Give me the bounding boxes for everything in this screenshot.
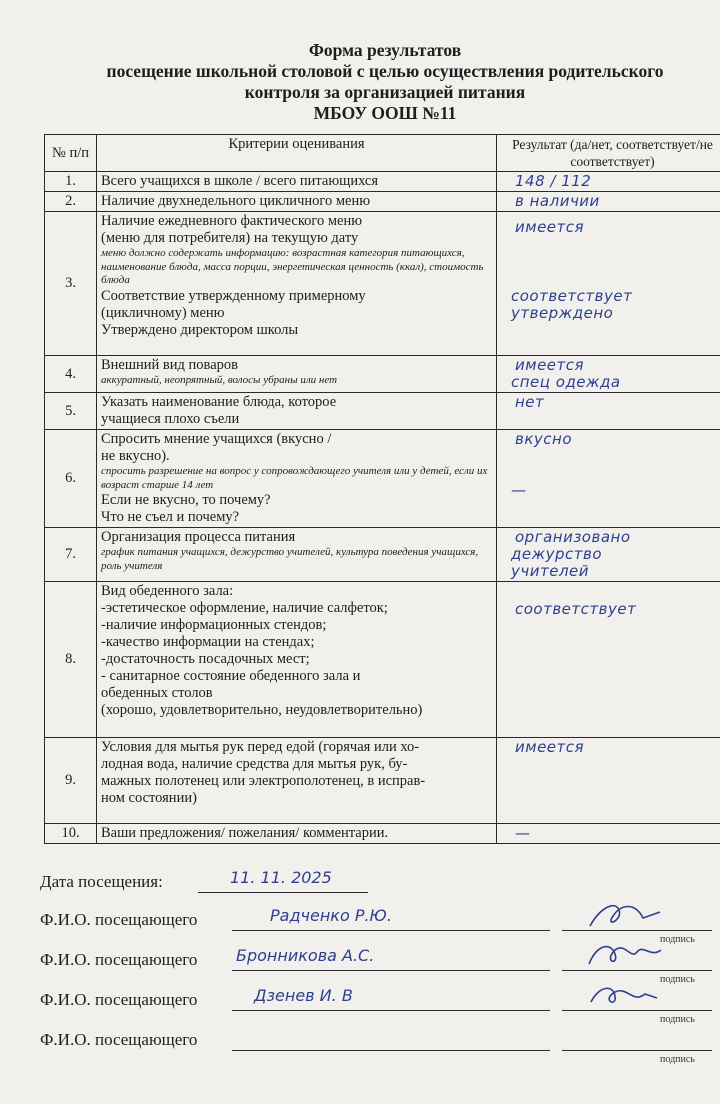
criteria-line: не вкусно). [101, 448, 170, 464]
criteria-note: меню должно содержать информацию: возрастная категория питающихся, наименование блюда, масса порции, энергетическая ценность (ккал), стоимость блюда [101, 247, 484, 286]
table-row [45, 356, 720, 393]
table-row [45, 738, 720, 824]
row-criteria [97, 172, 497, 192]
criteria-line: -качество информации на стендах; [101, 634, 315, 650]
row-criteria [97, 528, 497, 582]
row-number: 8. [45, 582, 97, 738]
criteria-line: - санитарное состояние обеденного зала и [101, 668, 361, 684]
table-row [45, 212, 720, 356]
row-number: 5. [45, 393, 97, 430]
table-header-row [45, 135, 720, 172]
handwritten-answer: утверждено [511, 304, 614, 322]
visitor-label: Ф.И.О. посещающего [40, 910, 198, 929]
handwritten-answer: — [515, 824, 531, 842]
visitor-name-line [232, 1030, 550, 1051]
handwritten-answer: в наличии [515, 192, 600, 210]
handwritten-signature [585, 938, 665, 972]
criteria-line: Утверждено директором школы [101, 321, 299, 338]
header-num: № п/п [45, 135, 97, 172]
criteria-note: спросить разрешение на вопрос у сопровождающего учителя или у детей, если их возраст старше 14 лет [101, 465, 488, 491]
table-row [45, 172, 720, 192]
criteria-line: Указать наименование блюда, которое [101, 394, 337, 410]
row-result [497, 356, 720, 393]
row-result [497, 430, 720, 528]
row-number: 3. [45, 212, 97, 356]
date-value: 11. 11. 2025 [230, 868, 332, 887]
table-row [45, 528, 720, 582]
handwritten-answer: нет [515, 393, 545, 411]
row-criteria [97, 738, 497, 824]
row-number: 1. [45, 172, 97, 192]
row-number: 6. [45, 430, 97, 528]
row-number: 4. [45, 356, 97, 393]
criteria-line: -наличие информационных стендов; [101, 617, 327, 633]
header-result: Результат (да/нет, соответствует/не соответствует) [497, 135, 720, 172]
title-line-1: Форма результатов [308, 40, 462, 60]
criteria-line: мажных полотенец или электрополотенец, в исправ- [101, 773, 426, 789]
row-result [497, 528, 720, 582]
criteria-note: график питания учащихся, дежурство учителей, культура поведения учащихся, роль учителя [101, 546, 479, 572]
row-criteria [97, 393, 497, 430]
row-result [497, 824, 720, 844]
criteria-line: Вид обеденного зала: [101, 583, 234, 599]
handwritten-answer: — [511, 481, 527, 499]
signature-line [562, 1030, 712, 1051]
visitor-row [40, 986, 720, 1030]
handwritten-answer: соответствует [511, 287, 633, 305]
handwritten-answer: имеется [515, 356, 585, 374]
visitor-name: Дзенев И. В [254, 986, 353, 1005]
row-number: 7. [45, 528, 97, 582]
handwritten-answer: вкусно [515, 430, 573, 448]
handwritten-answer: имеется [515, 218, 585, 236]
title-line-3: контроля за организацией питания [244, 82, 526, 102]
criteria-line: обеденных столов [101, 685, 213, 701]
row-result [497, 212, 720, 356]
handwritten-answer: дежурство [511, 545, 603, 563]
handwritten-answer: 148 / 112 [515, 172, 592, 190]
table-row [45, 430, 720, 528]
criteria-line: учащиеся плохо съели [101, 411, 240, 427]
handwritten-answer: учителей [511, 562, 590, 580]
criteria-line: Наличие двухнедельного цикличного меню [101, 193, 371, 209]
row-criteria [97, 212, 497, 356]
row-result [497, 582, 720, 738]
table-row [45, 824, 720, 844]
criteria-line: Что не съел и почему? [101, 509, 240, 525]
criteria-line: Спросить мнение учащихся (вкусно / [101, 431, 332, 447]
criteria-line: Ваши предложения/ пожелания/ комментарии. [101, 825, 389, 841]
criteria-line: Условия для мытья рук перед едой (горячая или хо- [101, 739, 420, 755]
row-number: 9. [45, 738, 97, 824]
criteria-line: ном состоянии) [101, 790, 197, 806]
handwritten-answer: соответствует [515, 600, 637, 618]
table-row [45, 582, 720, 738]
table-row [45, 393, 720, 430]
criteria-line: Всего учащихся в школе / всего питающихся [101, 173, 379, 189]
visitor-name: Бронникова А.С. [236, 946, 375, 965]
handwritten-answer: имеется [515, 738, 585, 756]
criteria-line: Наличие ежедневного фактического меню [101, 213, 363, 229]
row-result [497, 172, 720, 192]
row-number: 10. [45, 824, 97, 844]
row-criteria [97, 582, 497, 738]
row-number: 2. [45, 192, 97, 212]
criteria-line: (цикличному) меню [101, 304, 225, 321]
row-result [497, 192, 720, 212]
visitor-label: Ф.И.О. посещающего [40, 1030, 198, 1049]
criteria-note: аккуратный, неопрятный, волосы убраны или нет [101, 374, 338, 386]
handwritten-signature [585, 978, 665, 1012]
visit-footer [40, 868, 720, 1070]
row-criteria [97, 824, 497, 844]
signature-caption: подпись [660, 934, 695, 945]
criteria-line: Организация процесса питания [101, 529, 296, 545]
criteria-table [44, 134, 720, 844]
signature-caption: подпись [660, 1054, 695, 1065]
criteria-line: Внешний вид поваров [101, 357, 238, 373]
criteria-line: Соответствие утвержденному примерному [101, 287, 366, 304]
document-title [0, 40, 720, 124]
handwritten-answer: спец одежда [511, 373, 621, 391]
signature-caption: подпись [660, 974, 695, 985]
criteria-line: (меню для потребителя) на текущую дату [101, 230, 359, 246]
criteria-line: -эстетическое оформление, наличие салфеток; [101, 600, 388, 616]
row-result [497, 393, 720, 430]
header-criteria: Критерии оценивания [97, 135, 497, 172]
visitor-label: Ф.И.О. посещающего [40, 950, 198, 969]
visitor-label: Ф.И.О. посещающего [40, 990, 198, 1009]
visitor-name: Радченко Р.Ю. [270, 906, 392, 925]
handwritten-answer: организовано [515, 528, 631, 546]
date-label: Дата посещения: [40, 872, 163, 891]
row-criteria [97, 356, 497, 393]
title-line-2: посещение школьной столовой с целью осуществления родительского [106, 61, 664, 81]
row-result [497, 738, 720, 824]
title-line-4: МБОУ ООШ №11 [313, 103, 457, 123]
criteria-line: -достаточность посадочных мест; [101, 651, 310, 667]
row-criteria [97, 430, 497, 528]
visitor-row [40, 1030, 720, 1070]
criteria-line: (хорошо, удовлетворительно, неудовлетворительно) [101, 702, 423, 718]
signature-caption: подпись [660, 1014, 695, 1025]
table-row [45, 192, 720, 212]
handwritten-signature [585, 898, 665, 932]
criteria-line: Если не вкусно, то почему? [101, 492, 271, 508]
row-criteria [97, 192, 497, 212]
criteria-line: лодная вода, наличие средства для мытья рук, бу- [101, 756, 408, 772]
